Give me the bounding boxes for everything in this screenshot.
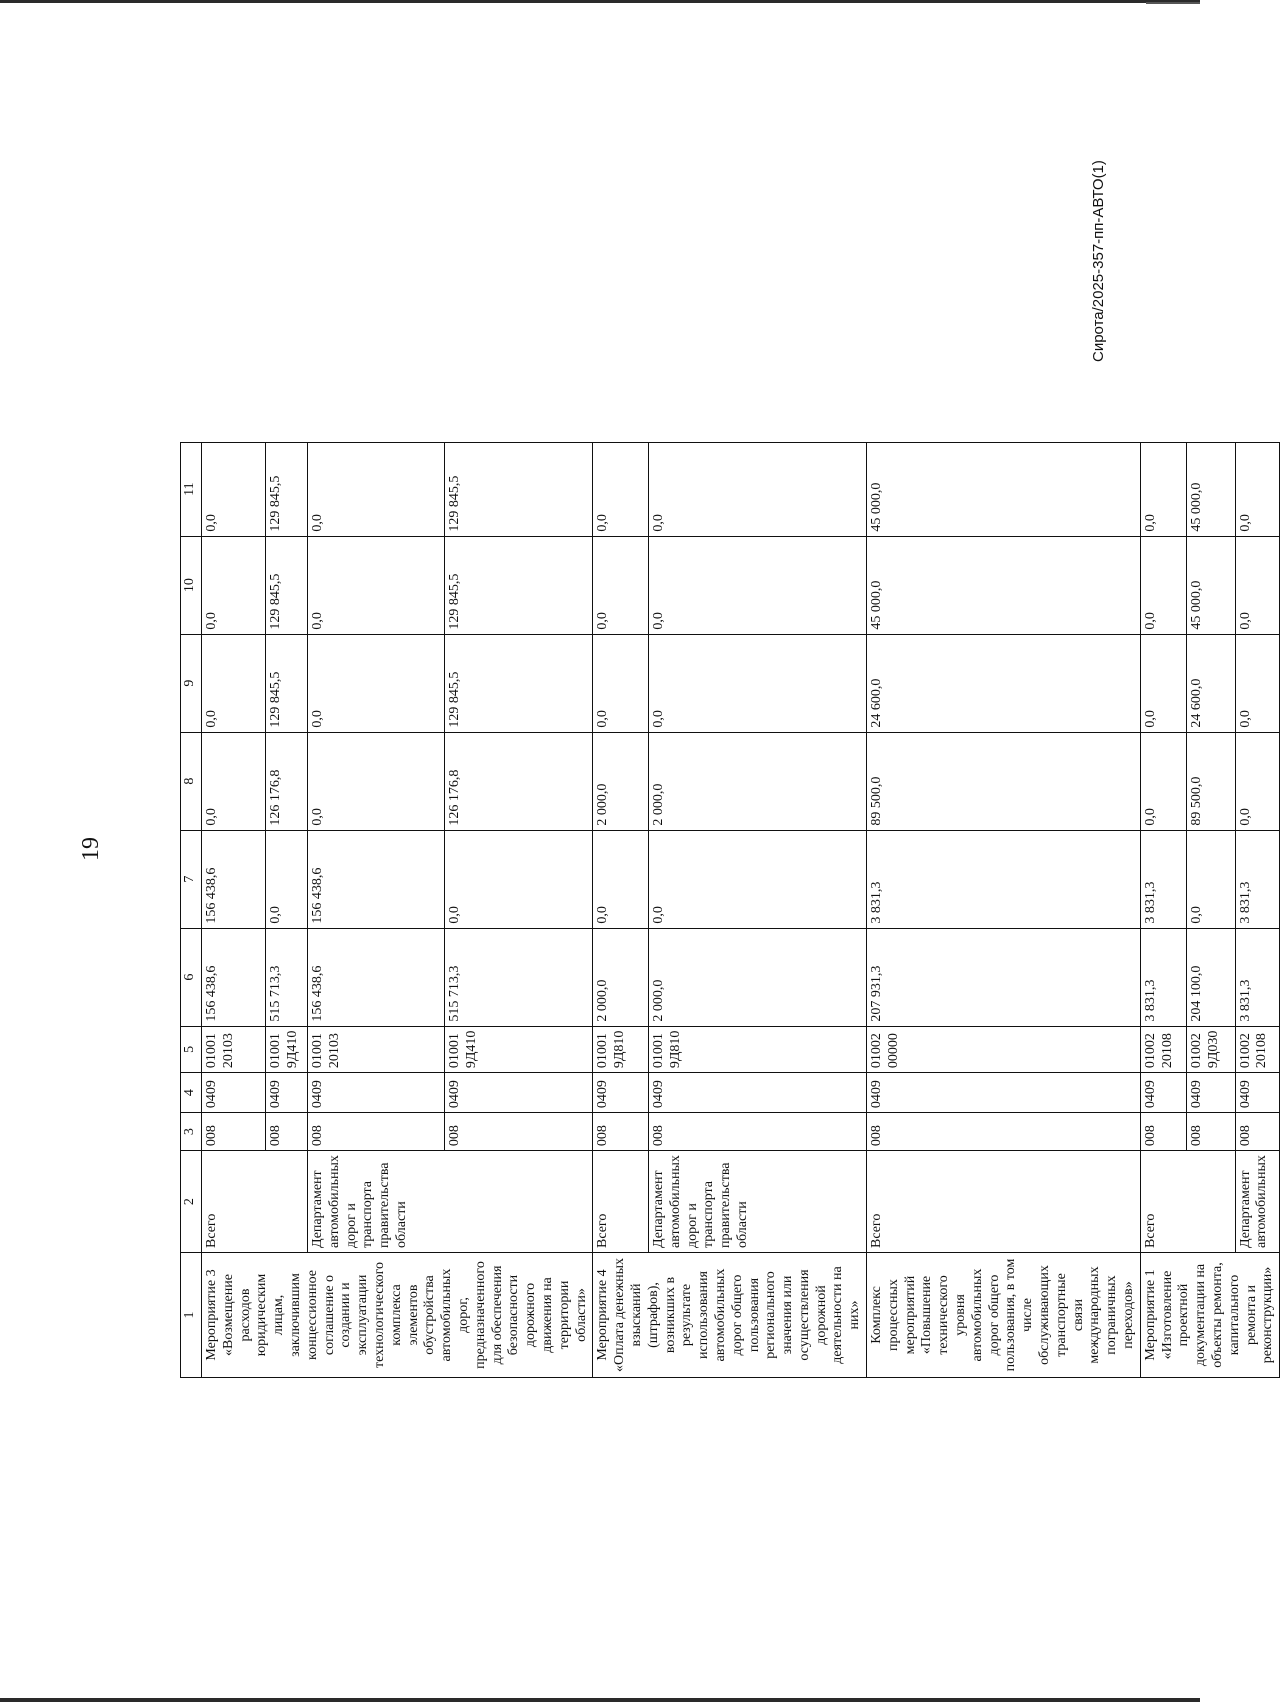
cell-c6: 515 713,3 bbox=[445, 928, 593, 1026]
cell-c8: 126 176,8 bbox=[445, 732, 593, 830]
cell-c3: 008 bbox=[649, 1113, 867, 1151]
cell-c10: 45 000,0 bbox=[1187, 536, 1236, 634]
cell-c6: 207 931,3 bbox=[867, 928, 1141, 1026]
cell-c10: 45 000,0 bbox=[867, 536, 1141, 634]
cell-c5: 01001 9Д410 bbox=[266, 1026, 308, 1073]
measure-3-label: Мероприятие 3 «Возмещение расходов юридическим лицам, заключившим концессионное соглашение о создании и эксплуатации технологического комплекса элементов обустройства автомобильных дорог, предназначенного для обеспечения безопасности дорожного движения на территории области» bbox=[202, 1253, 593, 1378]
cell-c10: 129 845,5 bbox=[266, 536, 308, 634]
table-row bbox=[867, 442, 1141, 1377]
cell-c7: 3 831,3 bbox=[1235, 830, 1280, 928]
cell-c5: 01001 9Д810 bbox=[649, 1026, 867, 1073]
cell-c3: 008 bbox=[308, 1113, 445, 1151]
cell-c6: 156 438,6 bbox=[202, 928, 266, 1026]
cell-c8: 0,0 bbox=[1235, 732, 1280, 830]
cell-c4: 0409 bbox=[1140, 1073, 1186, 1113]
total-label: Всего bbox=[1140, 1151, 1235, 1253]
cell-c6: 2 000,0 bbox=[593, 928, 649, 1026]
cell-c3: 008 bbox=[445, 1113, 593, 1151]
cell-c4: 0409 bbox=[593, 1073, 649, 1113]
cell-c8: 89 500,0 bbox=[867, 732, 1141, 830]
table-header-row bbox=[181, 442, 202, 1377]
header-cell: 2 bbox=[181, 1151, 202, 1253]
cell-c9: 0,0 bbox=[1235, 634, 1280, 732]
cell-c5: 01001 20103 bbox=[202, 1026, 266, 1073]
table-row bbox=[202, 442, 266, 1377]
cell-c5: 01002 20108 bbox=[1235, 1026, 1280, 1073]
cell-c4: 0409 bbox=[1235, 1073, 1280, 1113]
cell-c4: 0409 bbox=[308, 1073, 445, 1113]
cell-c6: 3 831,3 bbox=[1140, 928, 1186, 1026]
measure-4-label: Мероприятие 4 «Оплата денежных взысканий (штрафов), возникших в результате использования автомобильных дорог общего пользования регионального значения или осуществления дорожной деятельности на них» bbox=[593, 1253, 867, 1378]
cell-c9: 24 600,0 bbox=[867, 634, 1141, 732]
cell-c11: 0,0 bbox=[1235, 442, 1280, 536]
measure-1-label: Мероприятие 1 «Изготовление проектной документации на объекты ремонта, капитального ремонта и реконструкции» bbox=[1140, 1253, 1279, 1378]
cell-c7: 0,0 bbox=[1187, 830, 1236, 928]
cell-c4: 0409 bbox=[649, 1073, 867, 1113]
cell-c8: 89 500,0 bbox=[1187, 732, 1236, 830]
cell-c3: 008 bbox=[202, 1113, 266, 1151]
cell-c5: 01002 20108 bbox=[1140, 1026, 1186, 1073]
total-label: Всего bbox=[593, 1151, 649, 1253]
header-cell: 3 bbox=[181, 1113, 202, 1151]
header-cell: 4 bbox=[181, 1073, 202, 1113]
cell-c8: 2 000,0 bbox=[649, 732, 867, 830]
cell-c7: 0,0 bbox=[649, 830, 867, 928]
cell-c7: 0,0 bbox=[445, 830, 593, 928]
cell-c10: 129 845,5 bbox=[445, 536, 593, 634]
cell-c7: 156 438,6 bbox=[308, 830, 445, 928]
header-cell: 10 bbox=[181, 536, 202, 634]
cell-c6: 204 100,0 bbox=[1187, 928, 1236, 1026]
cell-c10: 0,0 bbox=[593, 536, 649, 634]
cell-c10: 0,0 bbox=[202, 536, 266, 634]
cell-c3: 008 bbox=[867, 1113, 1141, 1151]
table-row bbox=[1140, 442, 1186, 1377]
cell-c4: 0409 bbox=[202, 1073, 266, 1113]
cell-c9: 0,0 bbox=[308, 634, 445, 732]
cell-c10: 0,0 bbox=[1140, 536, 1186, 634]
cell-c3: 008 bbox=[1187, 1113, 1236, 1151]
cell-c4: 0409 bbox=[867, 1073, 1141, 1113]
cell-c11: 129 845,5 bbox=[445, 442, 593, 536]
cell-c10: 0,0 bbox=[649, 536, 867, 634]
cell-c9: 0,0 bbox=[1140, 634, 1186, 732]
header-cell: 8 bbox=[181, 732, 202, 830]
table-row bbox=[649, 442, 867, 1377]
cell-c11: 45 000,0 bbox=[867, 442, 1141, 536]
cell-c10: 0,0 bbox=[1235, 536, 1280, 634]
complex-label: Комплекс процессных мероприятий «Повышение технического уровня автомобильных дорог общего пользования, в том числе обслуживающих транспортные связи международных пограничных переходов» bbox=[867, 1253, 1141, 1378]
cell-c4: 0409 bbox=[1187, 1073, 1236, 1113]
cell-c11: 0,0 bbox=[1140, 442, 1186, 536]
cell-c11: 45 000,0 bbox=[1187, 442, 1236, 536]
cell-c9: 24 600,0 bbox=[1187, 634, 1236, 732]
cell-c3: 008 bbox=[1140, 1113, 1186, 1151]
total-label: Всего bbox=[867, 1151, 1141, 1253]
cell-c8: 0,0 bbox=[308, 732, 445, 830]
budget-table bbox=[180, 442, 1280, 1378]
table-row bbox=[593, 442, 649, 1377]
cell-c8: 126 176,8 bbox=[266, 732, 308, 830]
cell-c4: 0409 bbox=[266, 1073, 308, 1113]
header-cell: 7 bbox=[181, 830, 202, 928]
cell-c7: 0,0 bbox=[266, 830, 308, 928]
total-label: Всего bbox=[202, 1151, 308, 1253]
cell-c5: 01001 9Д810 bbox=[593, 1026, 649, 1073]
cell-c8: 0,0 bbox=[1140, 732, 1186, 830]
cell-c11: 0,0 bbox=[649, 442, 867, 536]
cell-c5: 01002 00000 bbox=[867, 1026, 1141, 1073]
header-cell: 11 bbox=[181, 442, 202, 536]
cell-c11: 129 845,5 bbox=[266, 442, 308, 536]
cell-c8: 0,0 bbox=[202, 732, 266, 830]
cell-c9: 0,0 bbox=[202, 634, 266, 732]
table-row bbox=[1235, 442, 1280, 1377]
cell-c3: 008 bbox=[593, 1113, 649, 1151]
table-row bbox=[308, 442, 445, 1377]
cell-c5: 01001 20103 bbox=[308, 1026, 445, 1073]
cell-c6: 3 831,3 bbox=[1235, 928, 1280, 1026]
cell-c7: 156 438,6 bbox=[202, 830, 266, 928]
header-cell: 5 bbox=[181, 1026, 202, 1073]
cell-c11: 0,0 bbox=[202, 442, 266, 536]
cell-c6: 515 713,3 bbox=[266, 928, 308, 1026]
department-label: Департамент автомобильных дорог и транспорта правительства области bbox=[308, 1151, 593, 1253]
header-cell: 1 bbox=[181, 1253, 202, 1378]
cell-c9: 129 845,5 bbox=[445, 634, 593, 732]
document-footer: Сирота/2025-357-пп-АВТО(1) bbox=[1090, 160, 1107, 362]
department-label: Департамент автомобильных bbox=[1235, 1151, 1280, 1253]
cell-c11: 0,0 bbox=[593, 442, 649, 536]
cell-c8: 2 000,0 bbox=[593, 732, 649, 830]
cell-c3: 008 bbox=[266, 1113, 308, 1151]
cell-c5: 01001 9Д410 bbox=[445, 1026, 593, 1073]
page-number: 19 bbox=[78, 837, 104, 861]
header-cell: 6 bbox=[181, 928, 202, 1026]
department-label: Департамент автомобильных дорог и транспорта правительства области bbox=[649, 1151, 867, 1253]
cell-c7: 0,0 bbox=[593, 830, 649, 928]
cell-c5: 01002 9Д030 bbox=[1187, 1026, 1236, 1073]
cell-c6: 156 438,6 bbox=[308, 928, 445, 1026]
cell-c9: 0,0 bbox=[649, 634, 867, 732]
cell-c11: 0,0 bbox=[308, 442, 445, 536]
cell-c6: 2 000,0 bbox=[649, 928, 867, 1026]
cell-c4: 0409 bbox=[445, 1073, 593, 1113]
header-cell: 9 bbox=[181, 634, 202, 732]
cell-c10: 0,0 bbox=[308, 536, 445, 634]
cell-c7: 3 831,3 bbox=[867, 830, 1141, 928]
cell-c3: 008 bbox=[1235, 1113, 1280, 1151]
cell-c9: 0,0 bbox=[593, 634, 649, 732]
cell-c7: 3 831,3 bbox=[1140, 830, 1186, 928]
cell-c9: 129 845,5 bbox=[266, 634, 308, 732]
